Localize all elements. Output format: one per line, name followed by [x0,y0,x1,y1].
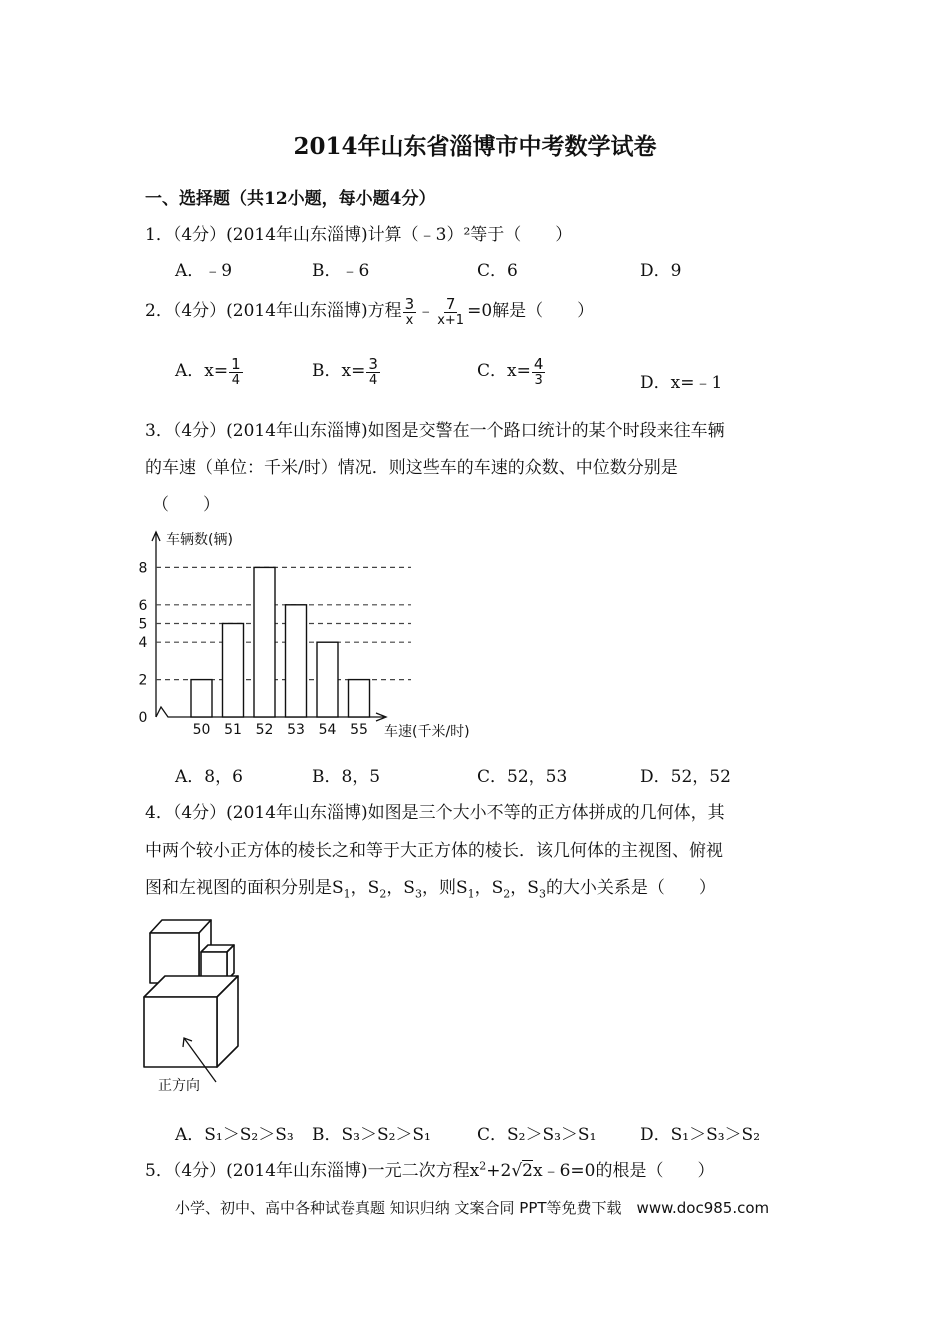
y-tick-label: 8 [138,560,148,577]
x-tick-label: 54 [318,722,337,738]
bar [223,624,244,718]
q1-option-c: C．6 [477,261,518,281]
q1-option-d: D．9 [640,261,682,281]
q4-text-g: 的大小关系是（ ） [545,878,716,898]
q2-option-b [312,356,381,387]
q2-option-d: D．x=﹣1 [640,373,723,393]
question-4-line-3 [145,873,716,900]
q2-option-b-label: B．x= [312,361,366,381]
bar [286,605,307,717]
tiny-cube-side [227,945,234,980]
q2-option-a-fraction [229,354,243,388]
q4-sub-2b: 2 [503,887,511,901]
question-4-line-1: 4．（4分）(2014年山东淄博)如图是三个大小不等的正方体拼成的几何体，其 [145,803,725,823]
q2-option-c-num: 4 [533,354,544,373]
q3-option-c: C．52，53 [477,767,568,787]
x-axis-label: 车速(千米/时) [384,724,470,740]
q2-frac2-denominator: x+1 [437,312,465,328]
footer-text: 小学、初中、高中各种试卷真题 知识归纳 文案合同 PPT等免费下载 www.doc985.com [175,1199,770,1217]
question-3-line-2: 的车速（单位：千米/时）情况．则这些车的车速的众数、中位数分别是 [145,458,678,478]
q5-suffix: x﹣6=0的根是（ ） [532,1161,715,1181]
page-title: 2014年山东省淄博市中考数学试卷 [293,133,657,160]
q1-option-b: B．﹣6 [312,261,370,281]
bar [349,680,370,717]
bar [191,680,212,717]
q3-option-a: A．8，6 [175,767,243,787]
x-tick-label: 51 [224,722,242,738]
q2-frac2-numerator: 7 [445,294,456,313]
q4-option-a: A．S₁＞S₂＞S₃ [175,1125,294,1145]
q2-fraction-2 [435,294,466,328]
q5-prefix: 5．（4分）(2014年山东淄博)一元二次方程x [145,1161,480,1181]
figure-direction-label: 正方向 [158,1078,200,1094]
q4-option-c: C．S₂＞S₃＞S₁ [477,1125,597,1145]
q5-sqrt: √2 [511,1161,533,1181]
bar [254,567,275,717]
bar-chart [130,522,500,747]
question-3-line-1: 3．（4分）(2014年山东淄博)如图是交警在一个路口统计的某个时段来往车辆 [145,421,725,441]
q4-sub-3: 3 [414,887,422,901]
q4-sub-3b: 3 [538,887,546,901]
question-3-line-3: （ ） [152,495,220,515]
y-tick-label: 0 [138,710,148,726]
x-tick-label: 53 [287,722,305,738]
q2-option-c [477,356,546,387]
x-tick-label: 50 [192,722,211,738]
q2-option-c-den: 3 [534,372,543,388]
q5-mid: +2 [486,1161,512,1181]
q2-option-a-den: 4 [231,372,241,388]
section-heading: 一、选择题（共12小题，每小题4分） [145,189,436,209]
question-1: 1．（4分）(2014年山东淄博)计算（﹣3）²等于（ ） [145,225,573,245]
q2-option-b-num: 3 [368,354,378,373]
y-tick-label: 2 [138,672,148,689]
q4-text-c: ，S [386,878,415,898]
q2-option-b-den: 4 [368,372,378,388]
q2-suffix: =0解是（ ） [467,301,595,321]
q2-frac1-numerator: 3 [404,294,415,313]
q4-text-f: ，S [510,878,539,898]
x-tick-label: 52 [255,722,274,738]
question-4-line-2: 中两个较小正方体的棱长之和等于大正方体的棱长．该几何体的主视图、俯视 [145,841,723,861]
q2-option-c-label: C．x= [477,361,531,381]
q4-sub-1b: 1 [467,887,475,901]
x-tick-label: 55 [350,722,368,738]
q3-option-d: D．52，52 [640,767,731,787]
q4-text-b: ，S [350,878,380,898]
q2-frac1-denominator: x [405,312,414,328]
y-tick-label: 4 [138,635,148,652]
q5-superscript: 2 [479,1159,487,1173]
q4-text-e: ，S [474,878,504,898]
q4-sub-2: 2 [379,887,387,901]
q5-sqrt-argument: 2 [522,1161,533,1181]
q4-sub-1: 1 [343,887,351,901]
q2-option-a-num: 1 [231,354,241,373]
large-cube-front [144,997,217,1067]
q2-option-b-fraction [366,354,380,388]
q2-option-a [175,356,244,387]
q2-option-c-fraction [532,354,546,388]
q4-option-b: B．S₃＞S₂＞S₁ [312,1125,431,1145]
q2-option-a-label: A．x= [175,361,229,381]
q2-fraction-1 [403,294,417,328]
cube-figure [138,910,248,1095]
q4-option-d: D．S₁＞S₃＞S₂ [640,1125,761,1145]
q2-prefix: 2．（4分）(2014年山东淄博)方程 [145,301,402,321]
q4-text-d: ，则S [421,878,468,898]
q4-text-a: 图和左视图的面积分别是S [145,878,344,898]
q2-minus: ﹣ [417,301,435,321]
y-tick-label: 6 [138,597,148,614]
question-5 [145,1156,714,1181]
y-tick-label: 5 [138,616,148,633]
question-2 [145,296,594,327]
bar [317,642,338,717]
q1-option-a: A．﹣9 [175,261,233,281]
y-axis-label: 车辆数(辆) [166,532,233,548]
q3-option-b: B．8，5 [312,767,381,787]
